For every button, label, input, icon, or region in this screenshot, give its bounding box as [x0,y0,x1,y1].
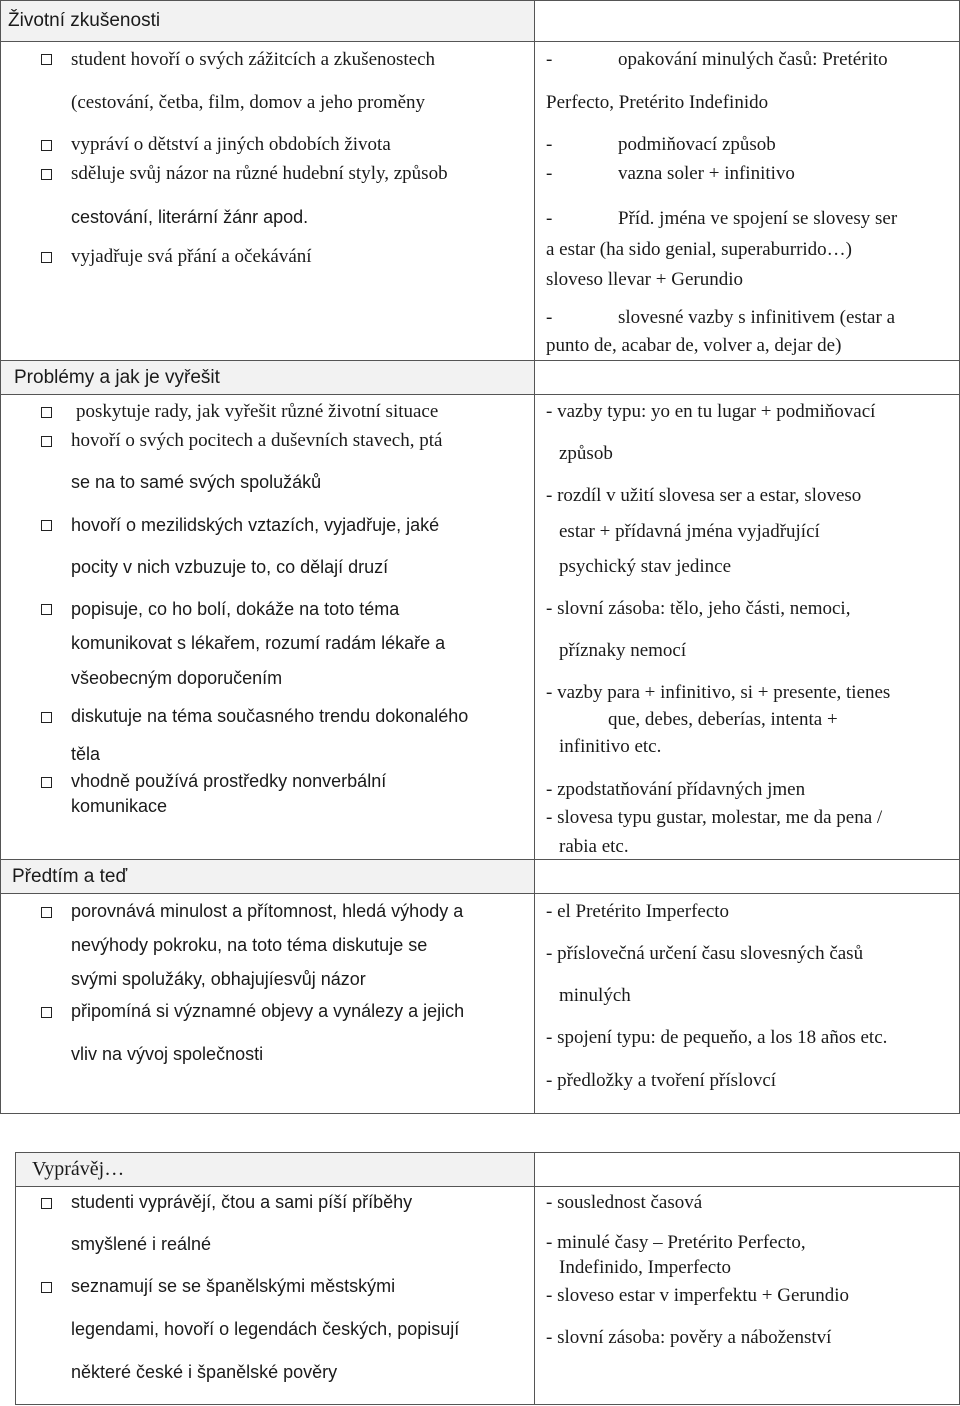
grammar-item-continuation: sloveso llevar + Gerundio [546,269,743,290]
section-heading: Problémy a jak je vyřešit [14,367,220,388]
grammar-item-continuation: punto de, acabar de, volver a, dejar de) [546,335,842,356]
checkbox-bullet-icon [41,436,52,447]
grammar-item: vazna soler + infinitivo [618,163,795,184]
skill-item: student hovoří o svých zážitcích a zkušenostech [71,49,436,70]
skill-item-continuation: komunikace [71,796,168,816]
grammar-dash: - [546,163,553,184]
grammar-item-continuation: Indefinido, Imperfecto [559,1257,731,1278]
skill-item: diskutuje na téma současného trendu dokonalého [71,706,469,726]
checkbox-bullet-icon [41,777,52,788]
skill-item: připomíná si významné objevy a vynálezy a jejich [71,1001,465,1021]
skill-item-continuation: legendami, hovoří o legendách českých, popisují [71,1319,460,1339]
grammar-item: - předložky a tvoření příslovcí [546,1070,777,1091]
grammar-item: - vazby para + infinitivo, si + presente, tienes [546,682,891,703]
section-heading: Předtím a teď [12,866,128,887]
grammar-dash: - [546,307,553,328]
grammar-item: - rozdíl v užití slovesa ser a estar, sloveso [546,485,862,506]
skill-item: popisuje, co ho bolí, dokáže na toto téma [71,599,400,619]
grammar-item: - slovesa typu gustar, molestar, me da pena / [546,807,883,828]
grammar-item: - sloveso estar v imperfektu + Gerundio [546,1285,850,1306]
checkbox-bullet-icon [41,252,52,263]
grammar-dash: - [546,134,553,155]
checkbox-bullet-icon [41,1198,52,1209]
skill-item-continuation: všeobecným doporučením [71,668,283,688]
checkbox-bullet-icon [41,1282,52,1293]
skill-item: porovnává minulost a přítomnost, hledá výhody a [71,901,464,921]
skill-item: vypráví o dětství a jiných obdobích života [71,134,391,155]
grammar-item-continuation: minulých [559,985,631,1006]
grammar-item: - příslovečná určení času slovesných časů [546,943,864,964]
skill-item-continuation: svými spolužáky, obhajujíesvůj názor [71,969,366,989]
grammar-item-continuation: rabia etc. [559,836,629,857]
checkbox-bullet-icon [41,907,52,918]
grammar-item: - zpodstatňování přídavných jmen [546,779,806,800]
grammar-dash: - [546,208,553,229]
grammar-item-continuation: estar + přídavná jména vyjadřující [559,521,820,542]
skill-item: vhodně používá prostředky nonverbální [71,771,387,791]
grammar-item: - slovní zásoba: pověry a náboženství [546,1327,832,1348]
grammar-item: - el Pretérito Imperfecto [546,901,730,922]
table1-left-border [0,0,1,1114]
skill-item-continuation: vliv na vývoj společnosti [71,1044,264,1064]
checkbox-bullet-icon [41,604,52,615]
checkbox-bullet-icon [41,54,52,65]
skill-item-continuation: smyšlené i reálné [71,1234,212,1254]
grammar-item-continuation: que, debes, deberías, intenta + [608,709,838,730]
grammar-item: - minulé časy – Pretérito Perfecto, [546,1232,806,1253]
table1-column-divider [534,0,535,1114]
table1-top-border [0,0,960,1]
table2-top-border [15,1152,960,1153]
checkbox-bullet-icon [41,407,52,418]
table1-bottom-border [0,1113,960,1114]
checkbox-bullet-icon [41,712,52,723]
grammar-item: opakování minulých časů: Pretérito [618,49,888,70]
checkbox-bullet-icon [41,1007,52,1018]
grammar-item-continuation: psychický stav jedince [559,556,732,577]
skill-item-continuation: (cestování, četba, film, domov a jeho proměny [71,92,426,113]
grammar-item-continuation: příznaky nemocí [559,640,687,661]
grammar-item: podmiňovací způsob [618,134,776,155]
grammar-item: - vazby typu: yo en tu lugar + podmiňovací [546,401,876,422]
grammar-item-continuation: Perfecto, Pretérito Indefinido [546,92,769,113]
table2-column-divider [534,1152,535,1405]
table1-row-divider [0,360,960,361]
skill-item: hovoří o mezilidských vztazích, vyjadřuje, jaké [71,515,440,535]
table2-row-divider [15,1186,960,1187]
skill-item: poskytuje rady, jak vyřešit různé životní situace [76,401,439,422]
table2-bottom-border [15,1404,960,1405]
table1-row-divider [0,394,960,395]
grammar-item: slovesné vazby s infinitivem (estar a [618,307,896,328]
skill-item: studenti vyprávějí, čtou a sami píší příběhy [71,1192,413,1212]
table1-row-divider [0,859,960,860]
grammar-dash: - [546,49,553,70]
skill-item-continuation: se na to samé svých spolužáků [71,472,322,492]
skill-item-continuation: nevýhody pokroku, na toto téma diskutuje se [71,935,428,955]
skill-item-continuation: cestování, literární žánr apod. [71,207,309,227]
checkbox-bullet-icon [41,520,52,531]
skill-item-continuation: těla [71,744,101,764]
grammar-item: - souslednost časová [546,1192,703,1213]
skill-item: hovoří o svých pocitech a duševních stavech, ptá [71,430,443,451]
grammar-item-continuation: infinitivo etc. [559,736,662,757]
skill-item-continuation: komunikovat s lékařem, rozumí radám lékaře a [71,633,446,653]
skill-item-continuation: některé české i španělské pověry [71,1362,338,1382]
checkbox-bullet-icon [41,140,52,151]
section-heading: Životní zkušenosti [8,10,161,31]
table1-row-divider [0,893,960,894]
section-heading: Vyprávěj… [32,1158,125,1180]
table1-row-divider [0,41,960,42]
grammar-item: - spojení typu: de pequeňo, a los 18 años etc. [546,1027,888,1048]
table2-left-border [15,1152,16,1405]
skill-item: seznamují se se španělskými městskými [71,1276,396,1296]
grammar-item: - slovní zásoba: tělo, jeho části, nemoci, [546,598,851,619]
grammar-item-continuation: a estar (ha sido genial, superaburrido…) [546,239,853,260]
grammar-item-continuation: způsob [559,443,613,464]
skill-item: vyjadřuje svá přání a očekávání [71,246,312,267]
grammar-item: Příd. jména ve spojení se slovesy ser [618,208,898,229]
checkbox-bullet-icon [41,169,52,180]
skill-item-continuation: pocity v nich vzbuzuje to, co dělají druzí [71,557,389,577]
skill-item: sděluje svůj názor na různé hudební styly, způsob [71,163,448,184]
